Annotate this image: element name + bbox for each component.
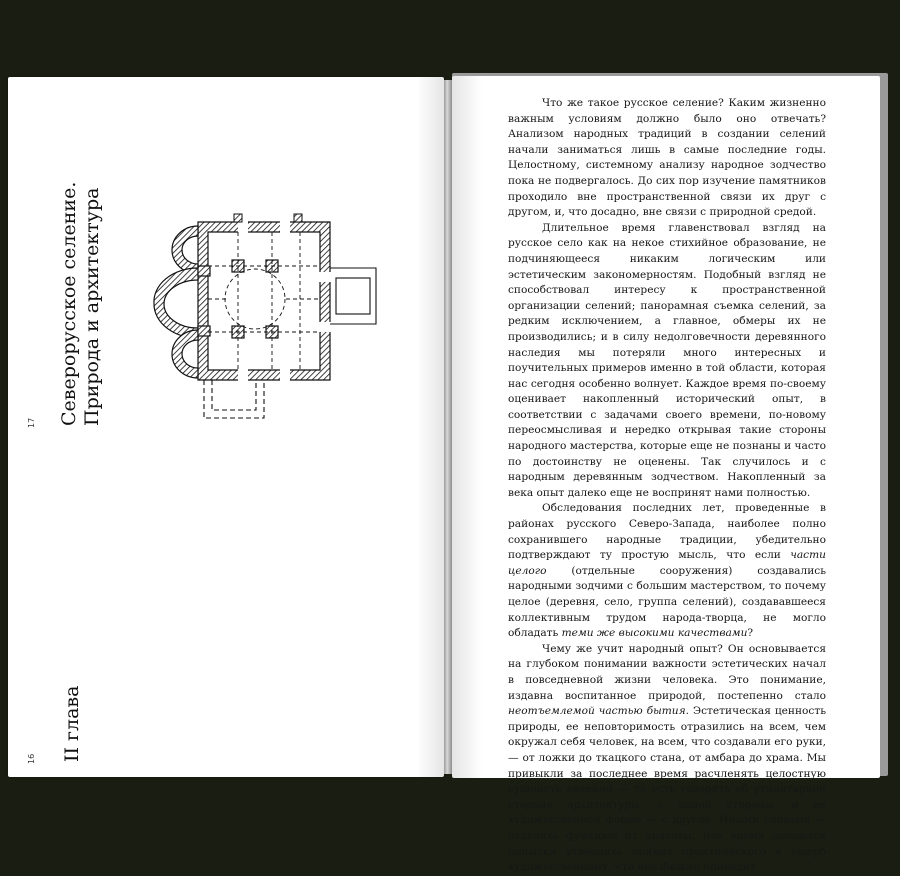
book-spine (444, 80, 452, 774)
paragraph-3-emphasis-1: части целого (508, 549, 826, 577)
church-floor-plan-drawing (140, 212, 386, 424)
chapter-title-line-2: Природа и архитектура (81, 187, 103, 426)
left-gutter-shadow (416, 77, 444, 777)
paragraph-4-part-2: . Эстетическая ценность природы, ее неповторимость отразились на всем, чем окружал себя человек, на всем, что создавали его руки, — от ложки до ткацкого стана, от амбара до храма. Мы привыкли за последнее время расчленять целостную сущность явлений — то есть говорить об утилитарной стороне архитектуры, с одной стороны, и ее художественной форме — с другой. Иными словами — отделять функцию от красоты. Все время делаются попытки утвердить примат практического в ущерб художественному, что неизбежно приводит (508, 705, 826, 874)
paragraph-3-emphasis-2: теми же высокими качествами (561, 627, 748, 640)
chapter-label: II глава (61, 685, 83, 762)
paragraph-3-part-3: ? (747, 627, 754, 640)
paragraph-1: Что же такое русское селение? Каким жизненно важным условиям должно было оно отвечать? Анализом народных традиций в создании селений начали заниматься лишь в самые последние годы. Целостному, системному анализу народное зодчество пока не подвергалось. До сих пор изучение памятников проходило вне пространственной связи их друг с другом, и, что досадно, вне связи с природной средой. (508, 97, 826, 219)
chapter-title-line-1: Северорусское селение. (58, 181, 80, 426)
paragraph-4-emphasis-1: неотъемлемой частью бытия (508, 705, 686, 718)
paragraph-4-part-1: Чему же учит народный опыт? Он основывается на глубоком понимании важности эстетических начал в повседневной жизни человека. Это понимание, издавна воспитанное природой, постепенно стало (508, 642, 826, 702)
page-number-17: 17 (27, 417, 36, 428)
paragraph-3-part-2: (отдельные сооружения) создавались народными зодчими с большим мастерством, то почему целое (деревня, село, группа селений), создававшееся коллективным трудом народа-творца, не могло обладать (508, 564, 826, 640)
page-number-16: 16 (27, 753, 36, 764)
paragraph-4 (508, 642, 826, 876)
body-text (508, 96, 826, 876)
paragraph-3-part-1: Обследования последних лет, проведенные в районах русского Северо-Запада, наиболее полно сохранившего народные традиции, убедительно подтверждают ту простую мысль, что если (508, 502, 826, 562)
chapter-title (58, 182, 106, 426)
paragraph-3 (508, 501, 826, 641)
paragraph-2: Длительное время главенствовал взгляд на русское село как на некое стихийное образование, не подчиняющееся никаким логическим или эстетическим закономерностям. Подобный взгляд не способствовал интересу к пространственной организации селений; панорамная съемка селений, за редким исключением, а главное, обмеры их не производились; и в силу недолговечности деревянного наследия мы потеряли много интересных и поучительных примеров именно в той области, которая нас сегодня особенно волнует. Каждое время по-своему оценивает накопленный исторический опыт, в соответствии с задачами своего времени, по-новому переосмысливая и нередко открывая такие стороны народного мастерства, которые еще не познаны и часто по достоинству не оценены. Так случилось и с народным деревянным зодчеством. Накопленный за века опыт далеко еще не воспринят нами полностью. (508, 221, 826, 499)
right-gutter-shadow (452, 76, 482, 778)
